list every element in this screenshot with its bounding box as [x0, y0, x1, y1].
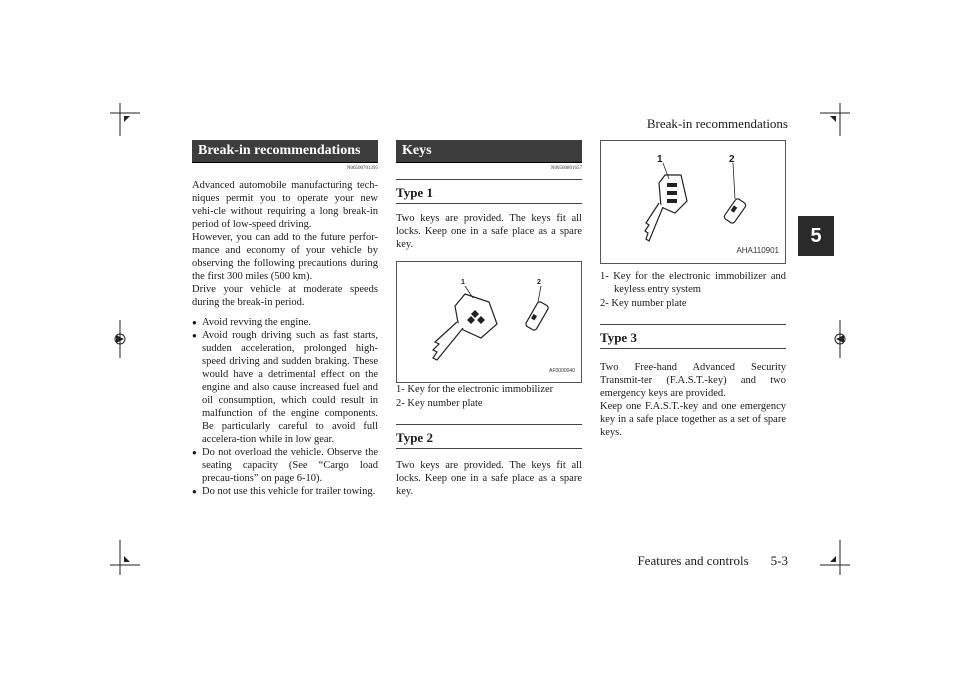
section-code: N00500801657 [550, 166, 582, 171]
running-header: Break-in recommendations [646, 116, 788, 131]
paragraph: Drive your vehicle at moderate speeds during the break-in period. [192, 284, 378, 308]
section-heading-break-in: Break-in recommendations [192, 140, 378, 163]
paragraph: Advanced automobile manufacturing tech-niques permit you to operate your new vehi-cle without requiring a long break-in period of low-speed driving. [192, 180, 378, 230]
caption-item-1: 1- Key for the electronic immobilizer and keyless entry system [600, 271, 786, 295]
subheading-type-2: Type 2 [396, 424, 582, 449]
subheading-type-1: Type 1 [396, 179, 582, 204]
figure-code: AHA110901 [736, 246, 779, 255]
figure-callout-1: 1 [657, 154, 663, 165]
caption-item-1: 1- Key for the electronic immobilizer [396, 384, 554, 395]
figure-callout-2: 2 [537, 279, 541, 286]
figure-key-type-2 [600, 140, 786, 264]
column-break-in [192, 140, 378, 498]
page-number: 5-3 [770, 553, 788, 568]
figure-key-type-1 [396, 261, 582, 383]
precautions-list [192, 316, 378, 498]
column-keys [396, 140, 582, 498]
section-code: N00500701395 [346, 166, 378, 171]
paragraph: Two keys are provided. The keys fit all locks. Keep one in a safe place as a spare key. [396, 460, 582, 497]
key-illustration [397, 262, 583, 382]
paragraph: Keep one F.A.S.T.-key and one emergency key in a safe place together as a set of spare keys. [600, 401, 786, 438]
caption-item-2: 2- Key number plate [396, 398, 483, 409]
section-heading-keys: Keys [396, 140, 582, 163]
list-item: ● Do not use this vehicle for trailer towing. [192, 485, 378, 498]
subheading-type-3: Type 3 [600, 324, 786, 349]
chapter-tab: 5 [798, 216, 834, 256]
paragraph: However, you can add to the future perfor-mance and economy of your vehicle by observing the following precautions during the first 300 miles (500 km). [192, 232, 378, 282]
paragraph: Two Free-hand Advanced Security Transmit-ter (F.A.S.T.-key) and two emergency keys are provided. [600, 362, 786, 399]
footer-section-title: Features and controls [637, 553, 749, 568]
caption-item-2: 2- Key number plate [600, 298, 687, 309]
page-footer [600, 553, 788, 569]
paragraph: Two keys are provided. The keys fit all locks. Keep one in a safe place as a spare key. [396, 213, 582, 250]
column-keys-continued [600, 140, 786, 439]
list-item: ● Avoid rough driving such as fast starts, sudden acceleration, prolonged high-speed driving and sudden braking. These would have a detrimental effect on the engine and also cause increased fuel and oil consumption, which could result in malfunction of the engine components. Be particularly careful to avoid full accelera-tion while in low gear. [192, 329, 378, 446]
list-item: ● Avoid revving the engine. [192, 316, 378, 329]
figure-code: AF0000040 [549, 368, 575, 374]
list-item: ● Do not overload the vehicle. Observe the seating capacity (See “Cargo load precau-tions” on page 6-10). [192, 446, 378, 485]
figure-callout-2: 2 [729, 154, 735, 165]
figure-callout-1: 1 [461, 279, 465, 286]
